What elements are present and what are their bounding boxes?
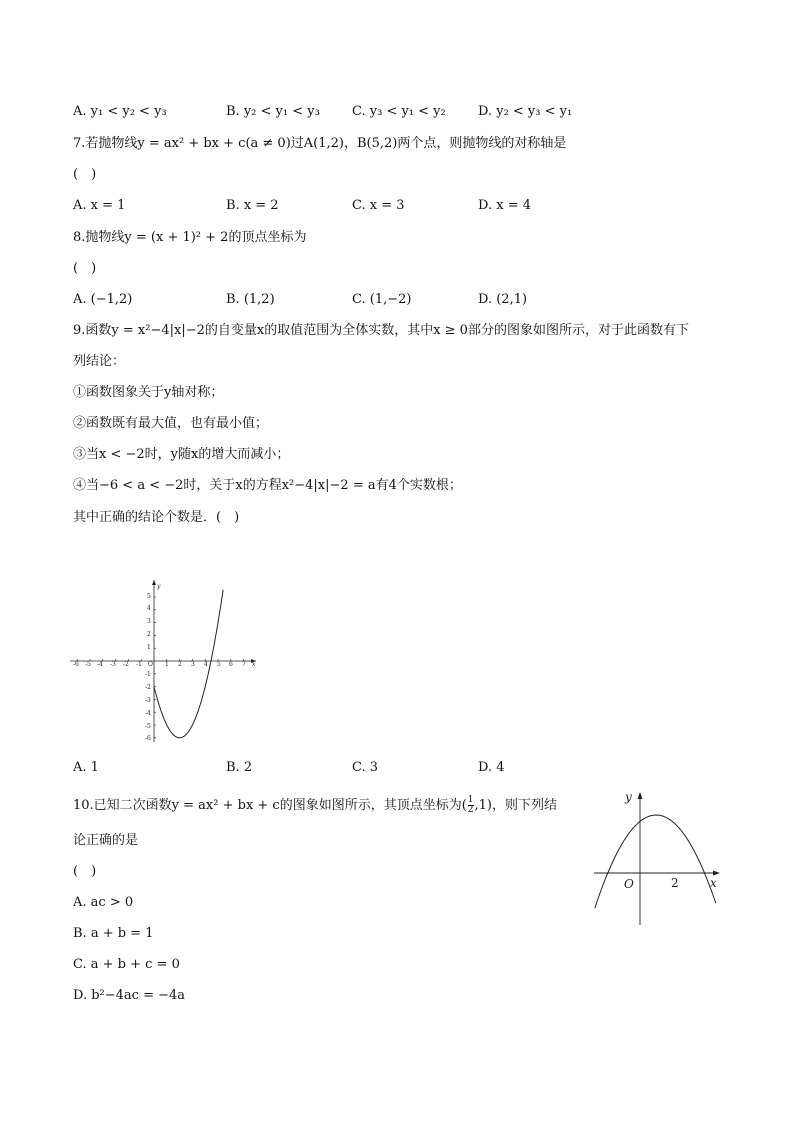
q9-y-tick: -5 [145, 723, 151, 730]
q8-option-b: B. (1,2) [226, 292, 275, 307]
q9-option-b: B. 2 [226, 760, 253, 775]
q9-x-tick: 2 [178, 661, 182, 668]
q10-answer-paren: ( ) [73, 864, 97, 879]
q9-y-tick: 4 [147, 605, 151, 612]
q10-option-d: D. b²−4ac = −4a [73, 988, 186, 1003]
q9-x-tick: 6 [229, 661, 233, 668]
q9-x-tick: O [148, 661, 153, 668]
q9-function-graph [68, 570, 268, 745]
q7-option-d: D. x = 4 [478, 198, 531, 213]
q9-option-d: D. 4 [478, 760, 505, 775]
q7-answer-paren: ( ) [73, 167, 97, 182]
q8-answer-paren: ( ) [73, 261, 97, 276]
q9-x-tick: -2 [123, 661, 129, 668]
q9-y-tick: -1 [145, 671, 151, 678]
q6-option-a: A. y₁ < y₂ < y₃ [73, 104, 167, 119]
q6-option-d: D. y₂ < y₃ < y₁ [478, 104, 573, 119]
q9-y-tick: -2 [145, 684, 151, 691]
q7-option-a: A. x = 1 [73, 198, 126, 213]
q9-x-tick: 3 [191, 661, 195, 668]
q10-origin-label: O [624, 877, 634, 891]
q6-option-b: B. y₂ < y₁ < y₃ [226, 104, 320, 119]
q9-option-c: C. 3 [352, 760, 379, 775]
q10-stem-line1 [73, 796, 557, 815]
q9-x-tick: -1 [136, 661, 142, 668]
q7-option-b: B. x = 2 [226, 198, 279, 213]
q10-option-a: A. ac > 0 [73, 895, 134, 910]
q10-vertex-open: ( [461, 798, 467, 813]
q9-y-tick: 1 [147, 644, 151, 651]
q9-statement-3: ③当x < −2时，y随x的增大而减小； [73, 447, 290, 462]
q9-y-tick: -3 [145, 697, 151, 704]
q10-vertex-fraction [468, 796, 474, 815]
q10-x-axis-label: x [710, 876, 717, 890]
q9-x-tick: -3 [110, 661, 116, 668]
q10-option-b: B. a + b = 1 [73, 926, 154, 941]
q10-vertex-denominator: 2 [467, 805, 474, 815]
q10-stem-tail: ,1)，则下列结 [474, 798, 558, 813]
q9-option-a: A. 1 [73, 760, 99, 775]
q10-tick-2-label: 2 [671, 876, 679, 890]
q7-stem: 7.若抛物线y = ax² + bx + c(a ≠ 0)过A(1,2)，B(5,2)两个点，则抛物线的对称轴是 [73, 136, 567, 151]
q9-y-tick: 2 [147, 631, 151, 638]
q9-x-tick: 4 [204, 661, 208, 668]
q6-option-c: C. y₃ < y₁ < y₂ [352, 104, 446, 119]
q9-stem-line1: 9.函数y = x²−4|x|−2的自变量x的取值范围为全体实数，其中x ≥ 0部分的图象如图所示，对于此函数有下 [73, 323, 689, 338]
q9-x-axis-label: x [252, 661, 256, 668]
q8-stem: 8.抛物线y = (x + 1)² + 2的顶点坐标为 [73, 230, 307, 245]
q9-y-axis-label: y [157, 583, 161, 590]
q9-x-tick: -6 [73, 661, 79, 668]
q9-y-tick: 5 [147, 593, 151, 600]
q10-option-c: C. a + b + c = 0 [73, 957, 180, 972]
q10-y-axis-label: y [625, 790, 632, 804]
q9-x-tick: -5 [85, 661, 91, 668]
q9-statement-2: ②函数既有最大值，也有最小值； [73, 416, 269, 431]
q9-x-tick: 1 [165, 661, 169, 668]
q9-x-tick: 7 [242, 661, 246, 668]
q7-option-c: C. x = 3 [352, 198, 405, 213]
q8-option-d: D. (2,1) [478, 292, 528, 307]
q8-option-a: A. (−1,2) [73, 292, 133, 307]
q10-vertex-numerator: 1 [467, 795, 474, 805]
q10-stem-line2: 论正确的是 [73, 833, 139, 848]
q9-y-tick: -4 [145, 710, 151, 717]
q9-x-tick: -4 [97, 661, 103, 668]
q9-stem-line2: 列结论： [73, 354, 126, 369]
q9-statement-4: ④当−6 < a < −2时，关于x的方程x²−4|x|−2 = a有4个实数根； [73, 478, 462, 493]
q8-option-c: C. (1,−2) [352, 292, 412, 307]
q10-parabola-curve [595, 815, 716, 908]
q9-question: 其中正确的结论个数是．( ) [73, 510, 240, 525]
q9-statement-1: ①函数图象关于y轴对称； [73, 385, 224, 400]
q10-stem-text: 10.已知二次函数y = ax² + bx + c的图象如图所示，其顶点坐标为 [73, 798, 462, 813]
q9-y-tick: 3 [147, 618, 151, 625]
q10-parabola-graph [590, 785, 725, 927]
q9-x-tick: 5 [217, 661, 221, 668]
q9-y-tick: -6 [145, 735, 151, 742]
